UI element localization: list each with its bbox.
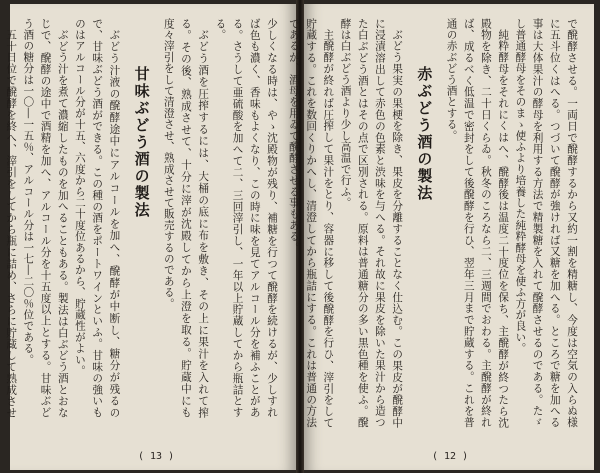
right-page — [287, 4, 594, 470]
section-heading: 赤ぶどう酒の製法 — [415, 66, 434, 202]
paragraph: 少しくなる時は、やゝ沈殿物が残り、補糖を行つて醗酵を続けるが、少しすれば色も濃く、香味もよくなり、この時に味を見てアルコール分を補ふことがある。さうして亜硫酸を加へて二、三回滓引し、一年以上貯蔵してから瓶詰とする。 — [214, 18, 278, 418]
left-page-text — [5, 18, 280, 418]
paragraph: ぶどう汁を煮て濃縮したものを加へることもある。製法は白ぶどう酒とおなじで、醗酵の途中で酒精を加へ、アルコール分を十五度以上とする。甘味ぶどう酒の糖分は一〇―一五％、アルコール分は一七―二〇％位である。 — [22, 18, 69, 418]
paragraph: ぶどう汁液の醗酵途中にアルコールを加へ、醗酵が中断し、糖分が残るので、甘味ぶどう酒ができる。この種の酒をポートワインといふ。甘味の強いものはアルコール分が十五、六度から二十度位あるから、貯蔵性がよい。 — [73, 18, 121, 418]
paragraph: 五十日位で醗酵を終へ、滓引をしてから瓶に詰め、さらに貯蔵して熟成させ — [5, 28, 18, 418]
page-number: ( 12 ) — [432, 451, 469, 462]
paragraph: で醗酵させる。一両日で醗酵するから又約一割を精糖し、今度は空気の入らぬ様に五斗位くはへる。つづいて醗酵が強ければ又糖を加へる。ところで糖を加へる事は大体果汁の酵母を利用する方法で精製糖を入れて醗酵させるのである。たゞし普通酵母をそのまゝ使ふより培養した純粋酵母を使ふ方が良い。 — [514, 18, 578, 428]
page-number: ( 13 ) — [138, 451, 175, 462]
paragraph: 純粋酵母をそれにくはへ、醗酵後は温度二十度位を保ち、主醗酵が終つたら沈殿物を除き、二十日くらゐ。秋冬のころなら二、三週間でおわる。主醗酵が終れば、成るべく低温で密封をして後醗酵を行ひ、翌年三月まで貯蔵する。これを普通の赤ぶどう酒とする。 — [445, 18, 510, 428]
section-heading: 甘味ぶどう酒の製法 — [132, 66, 151, 219]
paragraph: ぶどう果実の果梗を除き、果皮を分離することなく仕込む。この果皮が醗酵中に浸漬溶出して赤色の色素と渋味を与へる。それ故に果皮を除いた果汁から造つた白ぶどう酒とはその点で区別される。原料は普通糖分の多い黒色種を使ふ。醗酵は白ぶどう酒より少し高温で行ふ。 — [339, 18, 404, 428]
paragraph: ぶどう酒を圧搾するには、大桶の底に布を敷き、その上に果汁を入れて搾る。その後、熟成させて、十分に滓が沈殿してから上澄を取る。貯蔵中にも度々滓引をして清澄させ、熟成させて販売するのである。 — [162, 18, 210, 418]
left-page — [5, 4, 296, 470]
right-page-text — [287, 18, 580, 428]
paragraph: 主醗酵が終れば圧搾して果汁をとり、容器に移して後醗酵を行ひ、滓引をして貯蔵する。これを数回くりかへし、清澄してから瓶詰にする。これは普通の方法であるが、酒母を用ゐて醗酵させる事もある。 — [287, 18, 335, 428]
